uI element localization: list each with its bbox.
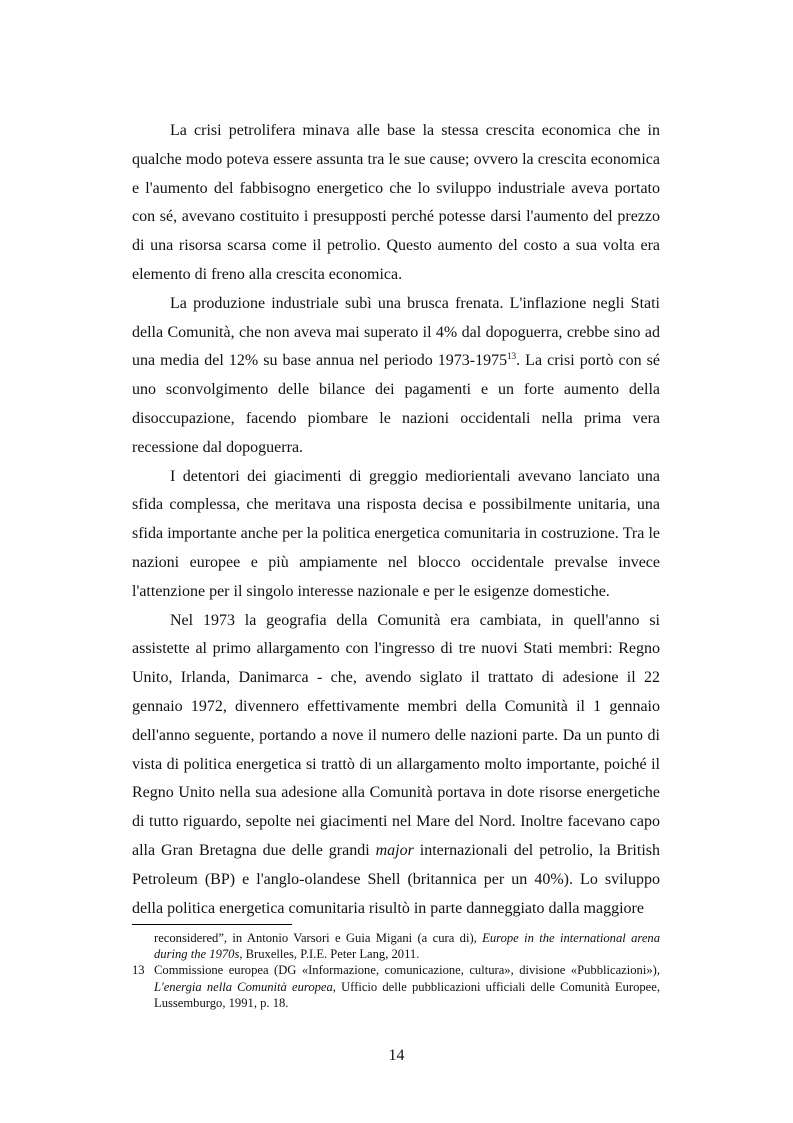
italic-term: major: [375, 841, 414, 859]
footnote-title: Europe in the international arena during the 1970s: [154, 931, 661, 962]
footnote-text: Commissione europea (DG «Informazione, comunicazione, cultura», divisione «Pubblicazioni»),: [154, 963, 660, 978]
footnote-13: [132, 962, 660, 1011]
page-number: 14: [388, 1047, 405, 1064]
body-text: [132, 117, 660, 923]
footnote-separator: [132, 924, 292, 925]
text-run: internazionali del petrolio, la British Petroleum (BP) e l'anglo-olandese Shell (britannica per un 40%). Lo sviluppo della politica energetica comunitaria risultò in parte danneggiato dalla maggiore: [132, 841, 660, 917]
footnote-number: 13: [132, 963, 145, 978]
text-run: Nel 1973 la geografia della Comunità era cambiata, in quell'anno si assistette al primo allargamento con l'ingresso di tre nuovi Stati membri: Regno Unito, Irlanda, Danimarca - che, avendo siglato il trattato di adesione il 22 gennaio 1972, divennero effettivamente membri della Comunità il 1 gennaio dell'anno seguente, portando a nove il numero delle nazioni parte. Da un punto di vista di politica energetica si trattò di un allargamento molto importante, poiché il Regno Unito nella sua adesione alla Comunità portava in dote risorse energetiche di tutto riguardo, sepolte nei giacimenti nel Mare del Nord. Inoltre facevano capo alla Gran Bretagna due delle grandi: [132, 611, 660, 859]
footnote-text: reconsidered”, in Antonio Varsori e Guia Migani (a cura di),: [154, 931, 483, 945]
text-run: La crisi petrolifera minava alle base la stessa crescita economica che in qualche modo poteva essere assunta tra le sue cause; ovvero la crescita economica e l'aumento del fabbisogno energetico che lo sviluppo industriale aveva portato con sé, avevano costituito i presupposti perché potesse darsi l'aumento del prezzo di una risorsa scarsa come il petrolio. Questo aumento del costo a sua volta era elemento di freno alla crescita economica.: [132, 122, 660, 283]
paragraph: [132, 463, 660, 607]
footnotes: [132, 930, 660, 1011]
paragraph: [132, 117, 660, 290]
footnote-text: , Ufficio delle pubblicazioni ufficiali delle Comunità Europee, Lussemburgo, 1991, p. 18.: [154, 979, 660, 1010]
footnote-reference[interactable]: 13: [507, 351, 517, 362]
footnote-text: , Bruxelles, P.I.E. Peter Lang, 2011.: [239, 947, 420, 962]
text-run: La produzione industriale subì una brusca frenata. L'inflazione negli Stati della Comunità, che non aveva mai superato il 4% dal dopoguerra, crebbe sino ad una media del 12% su base annua nel periodo 1973-1975: [132, 294, 660, 370]
paragraph: [132, 290, 660, 463]
footnote-title: L'energia nella Comunità europea: [154, 979, 333, 994]
footnote-continuation: [132, 930, 660, 962]
text-run: . La crisi portò con sé uno sconvolgimento delle bilance dei pagamenti e un forte aumento della disoccupazione, facendo piombare le nazioni occidentali nella prima vera recessione dal dopoguerra.: [132, 352, 660, 456]
text-run: I detentori dei giacimenti di greggio mediorientali avevano lanciato una sfida complessa, che meritava una risposta decisa e possibilmente unitaria, una sfida importante anche per la politica energetica comunitaria in costruzione. Tra le nazioni europee e più ampiamente nel blocco occidentale prevalse invece l'attenzione per il singolo interesse nazionale e per le esigenze domestiche.: [132, 467, 660, 600]
paragraph: [132, 607, 660, 924]
